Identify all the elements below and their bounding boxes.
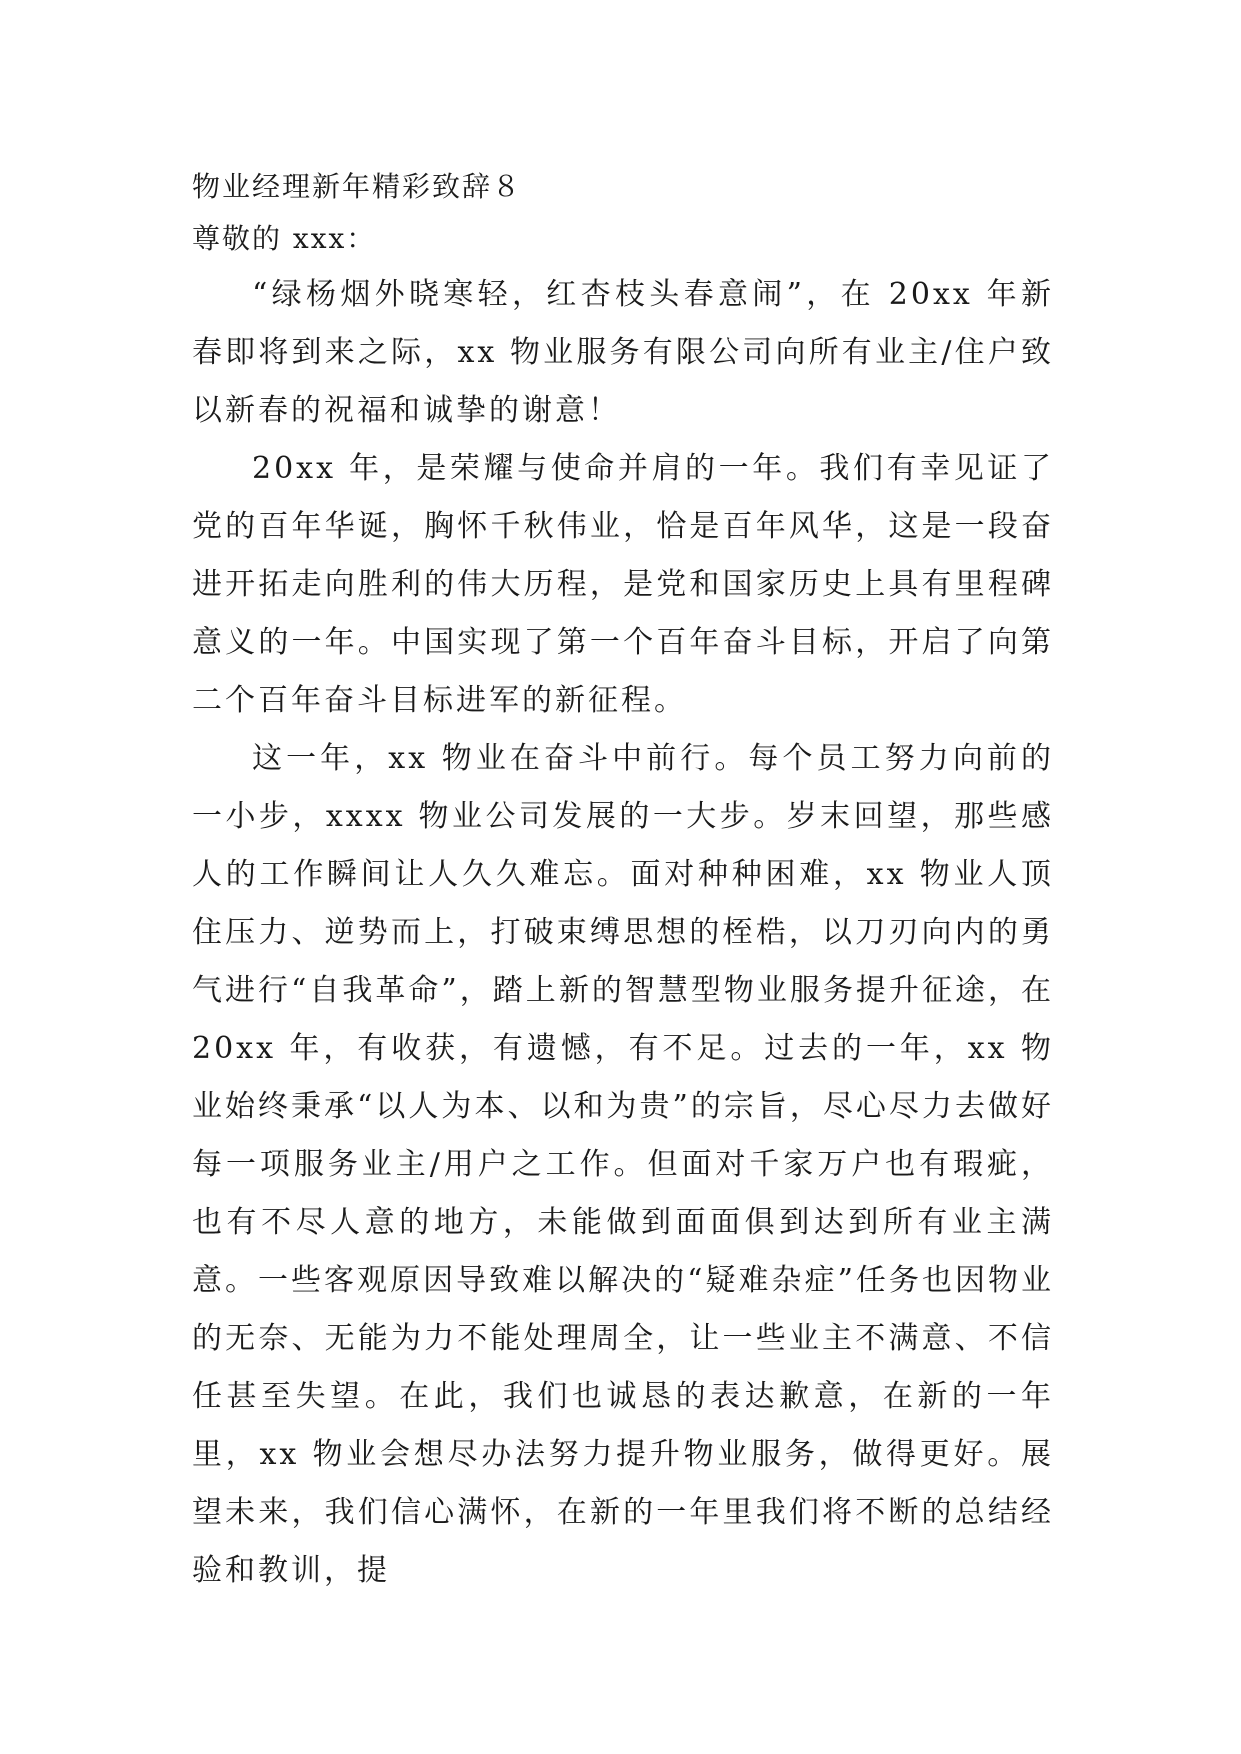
salutation: 尊敬的 xxx： [192,222,377,255]
paragraph-greeting: “绿杨烟外晓寒轻，红杏枝头春意闹”，在 20xx 年新春即将到来之际，xx 物业服务有限公司向所有业主/住户致以新春的祝福和诚挚的谢意！ [192,277,1054,428]
paragraph-year-review: 20xx 年，是荣耀与使命并肩的一年。我们有幸见证了党的百年华诞，胸怀千秋伟业，恰是百年风华，这是一段奋进开拓走向胜利的伟大历程，是党和国家历史上具有里程碑意义的一年。中国实现了第一个百年奋斗目标，开启了向第二个百年奋斗目标进军的新征程。 [192,451,1054,718]
document-body [192,166,1054,1600]
document-title: 物业经理新年精彩致辞８ [192,170,523,203]
paragraph-company-progress: 这一年，xx 物业在奋斗中前行。每个员工努力向前的一小步，xxxx 物业公司发展的一大步。岁末回望，那些感人的工作瞬间让人久久难忘。面对种种困难，xx 物业人顶住压力、逆势而上，打破束缚思想的桎梏，以刀刃向内的勇气进行“自我革命”，踏上新的智慧型物业服务提升征途，在 20xx 年，有收获，有遗憾，有不足。过去的一年，xx 物业始终秉承“以人为本、以和为贵”的宗旨，尽心尽力去做好每一项服务业主/用户之工作。但面对千家万户也有瑕疵，也有不尽人意的地方，未能做到面面俱到达到所有业主满意。一些客观原因导致难以解决的“疑难杂症”任务也因物业的无奈、无能为力不能处理周全，让一些业主不满意、不信任甚至失望。在此，我们也诚恳的表达歉意，在新的一年里，xx 物业会想尽办法努力提升物业服务，做得更好。展望未来，我们信心满怀，在新的一年里我们将不断的总结经验和教训，提 [192,741,1054,1588]
